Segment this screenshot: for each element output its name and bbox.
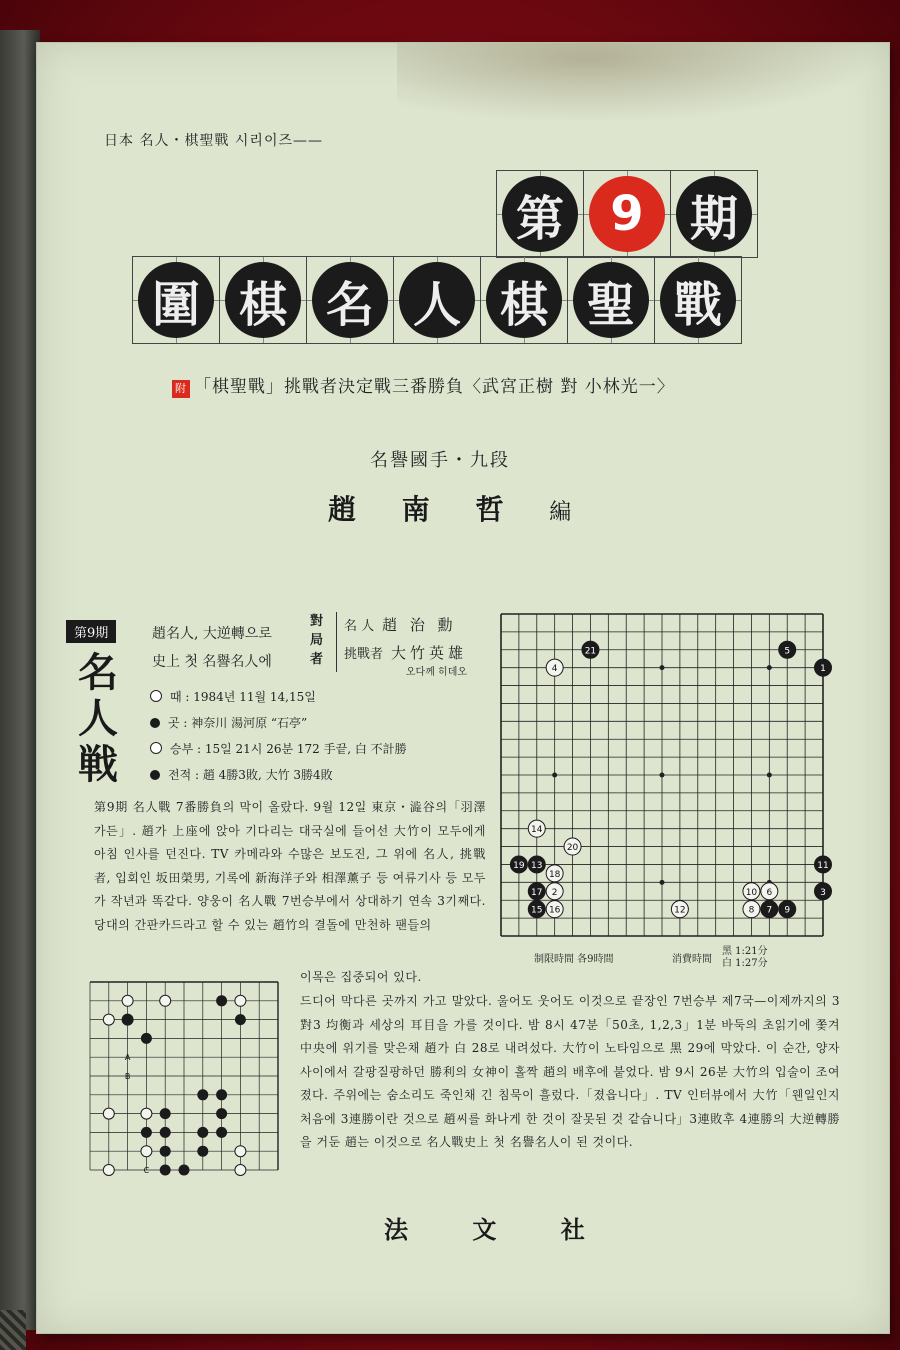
- move-number: 11: [817, 860, 829, 871]
- game-facts: [150, 684, 407, 788]
- title-cell: [481, 257, 568, 343]
- appendix-badge: 附: [172, 380, 190, 398]
- white-stone: [103, 1165, 114, 1176]
- fact-result-text: 승부 : 15일 21시 26분 172 手끝, 白 不計勝: [170, 742, 407, 756]
- title-char: 棋: [225, 262, 301, 338]
- time-white: 白 1:27分: [722, 958, 768, 969]
- title-cell: [307, 257, 394, 343]
- author-rank: 名譽國手・九段: [370, 450, 510, 471]
- move-number: 18: [548, 869, 561, 880]
- title-cell: [220, 257, 307, 343]
- article-paragraph-1: 第9期 名人戰 7番勝負의 막이 올랐다. 9월 12일 東京・澁谷의「羽澤가든」. 趙가 上座에 앉아 기다리는 대국실에 들어선 大竹이 모두에게 아침 인사를 던진다. TV 카메라와 수많은 보도진, 그 위에 名人, 挑戰者, 입회인 坂田榮男, 기록에 新海洋子와 相澤薰子 등 여류기사 등 모두가 작년과 똑같다. 양웅이 名人戰 7번승부에서 상대하기 연속 3기째다. 당대의 간판카드라고 할 수 있는 趙竹의 결돌에 만천하 팬들의: [94, 800, 486, 932]
- small-go-board: [86, 978, 286, 1174]
- time-used: [722, 946, 768, 970]
- title-char: 聖: [573, 262, 649, 338]
- players-label: 對局者: [310, 614, 324, 667]
- move-number: 8: [748, 905, 755, 916]
- black-bullet-icon: [150, 770, 160, 780]
- author-name: 趙 南 哲: [328, 493, 522, 526]
- title-row-2: [132, 256, 742, 344]
- fact-place: [150, 710, 407, 736]
- editor-suffix: 編: [549, 500, 572, 525]
- move-number: 15: [531, 905, 543, 916]
- black-stone: [122, 1014, 133, 1025]
- title-cell: [394, 257, 481, 343]
- black-stone: [141, 1033, 152, 1044]
- white-stone: [103, 1014, 114, 1025]
- subtitle: [172, 372, 675, 398]
- star-point: [552, 773, 557, 778]
- move-number: 19: [513, 860, 525, 871]
- title-char: 期: [676, 176, 752, 252]
- move-number: 6: [766, 887, 773, 898]
- black-stone: [160, 1108, 171, 1119]
- player-2-role: 挑戰者: [344, 647, 384, 662]
- bookmark-strap: [0, 1310, 26, 1350]
- cover-stain: [397, 43, 877, 123]
- title-cell: [584, 171, 671, 257]
- player-1-name: 趙 治 勳: [382, 616, 457, 634]
- tournament-badge: 第9期: [66, 620, 116, 643]
- white-stone: [141, 1146, 152, 1157]
- move-number: 2: [551, 887, 558, 898]
- time-used-label: 消費時間: [672, 954, 712, 965]
- white-stone: [160, 995, 171, 1006]
- title-char: 人: [399, 262, 475, 338]
- move-number: 16: [548, 905, 561, 916]
- white-stone: [235, 1146, 246, 1157]
- star-point: [660, 880, 665, 885]
- star-point: [660, 773, 665, 778]
- title-cell: [133, 257, 220, 343]
- headline-line: 史上 첫 名譽名人에: [152, 654, 272, 670]
- white-stone: [235, 995, 246, 1006]
- book-spine: [0, 30, 40, 1330]
- title-number: 9: [589, 176, 665, 252]
- black-stone: [216, 1108, 227, 1119]
- move-number: 10: [745, 887, 758, 898]
- article-paragraph-1-end: 이목은 집중되어 있다.: [300, 970, 422, 984]
- title-char: 第: [502, 176, 578, 252]
- divider: [336, 612, 337, 672]
- subtitle-text: 「棋聖戰」挑戰者決定戰三番勝負〈武宮正樹 對 小林光一〉: [194, 377, 675, 397]
- black-stone: [216, 1089, 227, 1100]
- tournament-title: 名人戦: [78, 649, 118, 788]
- author-name-line: [328, 488, 571, 528]
- board-label: C: [143, 1166, 150, 1175]
- player-1-role: 名 人: [344, 619, 375, 634]
- fact-record: [150, 762, 407, 788]
- main-go-board: [497, 610, 827, 943]
- black-stone: [197, 1089, 208, 1100]
- title-char: 名: [312, 262, 388, 338]
- white-bullet-icon: [150, 690, 162, 702]
- series-label: 日本 名人・棋聖戰 시리이즈——: [104, 133, 323, 149]
- white-stone: [141, 1108, 152, 1119]
- black-stone: [197, 1146, 208, 1157]
- title-cell: [497, 171, 584, 257]
- white-stone: [103, 1108, 114, 1119]
- time-limit: 制限時間 各9時間: [534, 954, 614, 965]
- move-number: 7: [766, 905, 773, 916]
- black-stone: [179, 1165, 190, 1176]
- black-bullet-icon: [150, 718, 160, 728]
- white-stone: [235, 1165, 246, 1176]
- black-stone: [197, 1127, 208, 1138]
- title-char: 棋: [486, 262, 562, 338]
- player-2-name: 大竹英雄: [391, 644, 468, 662]
- black-stone: [141, 1127, 152, 1138]
- move-number: 1: [820, 664, 826, 675]
- fact-date: [150, 684, 407, 710]
- fact-place-text: 곳 : 神奈川 湯河原 “石亭”: [168, 716, 308, 730]
- board-label: A: [124, 1053, 131, 1063]
- fact-result: [150, 736, 407, 762]
- move-number: 21: [584, 646, 597, 657]
- time-black: 黑 1:21分: [722, 946, 768, 957]
- player-2: [344, 640, 467, 678]
- players-block: [344, 612, 467, 678]
- star-point: [767, 665, 772, 670]
- player-1: [344, 612, 467, 640]
- black-stone: [235, 1014, 246, 1025]
- move-number: 17: [531, 887, 543, 898]
- headline-line: 趙名人, 大逆轉으로: [152, 626, 272, 642]
- move-number: 4: [551, 664, 558, 675]
- black-stone: [160, 1127, 171, 1138]
- star-point: [767, 773, 772, 778]
- title-char: 戰: [660, 262, 736, 338]
- black-stone: [216, 1127, 227, 1138]
- title-cell: [568, 257, 655, 343]
- move-number: 12: [674, 905, 686, 916]
- title-char: 圍: [138, 262, 214, 338]
- move-number: 9: [784, 905, 791, 916]
- title-row-1: [496, 170, 758, 258]
- board-label: B: [124, 1072, 131, 1081]
- white-stone: [122, 995, 133, 1006]
- move-number: 13: [531, 860, 543, 871]
- article-headline: [152, 620, 272, 676]
- star-point: [660, 665, 665, 670]
- black-stone: [160, 1146, 171, 1157]
- move-number: 20: [566, 843, 579, 854]
- move-number: 3: [820, 887, 826, 898]
- black-stone: [216, 995, 227, 1006]
- move-number: 5: [784, 646, 791, 657]
- move-number: 14: [531, 825, 543, 836]
- white-bullet-icon: [150, 742, 162, 754]
- fact-record-text: 전적 : 趙 4勝3敗, 大竹 3勝4敗: [168, 768, 333, 782]
- publisher: 法 文 社: [384, 1215, 613, 1244]
- player-2-reading: 오다께 히데오: [405, 667, 468, 678]
- fact-date-text: 때 : 1984년 11월 14,15일: [170, 690, 316, 704]
- title-cell: [671, 171, 757, 257]
- black-stone: [160, 1165, 171, 1176]
- article-paragraph-2: 드디어 막다른 곳까지 가고 말았다. 울어도 웃어도 이것으로 끝장인 7번승부 제7국—이제까지의 3對3 均衡과 세상의 耳目을 가를 것이다. 밤 8시 47분「50초, 1,2,3」1분 바둑의 초읽기에 쫓겨 中央에 위기를 맞은채 趙가 白 28로 내려섰다. 大竹이 노타임으로 黑 29에 막았다. 이 순간, 양자 사이에서 갈팡질팡하던 勝利의 女神이 홀짝 趙의 배후에 붙었다. 밤 9시 26분 大竹의 입술이 조여졌다. 주위에는 숨소리도 죽인채 긴 침묵이 흘렀다.「졌읍니다」. TV 인터뷰에서 大竹「웬일인지 처음에 3連勝이란 것으로 趙씨를 화나게 한 것이 잘못된 것 같습니다」3連敗후 4連勝의 大逆轉勝을 거둔 趙는 이것으로 名人戰史上 첫 名譽名人이 된 것이다.: [300, 994, 840, 1149]
- title-cell: [655, 257, 741, 343]
